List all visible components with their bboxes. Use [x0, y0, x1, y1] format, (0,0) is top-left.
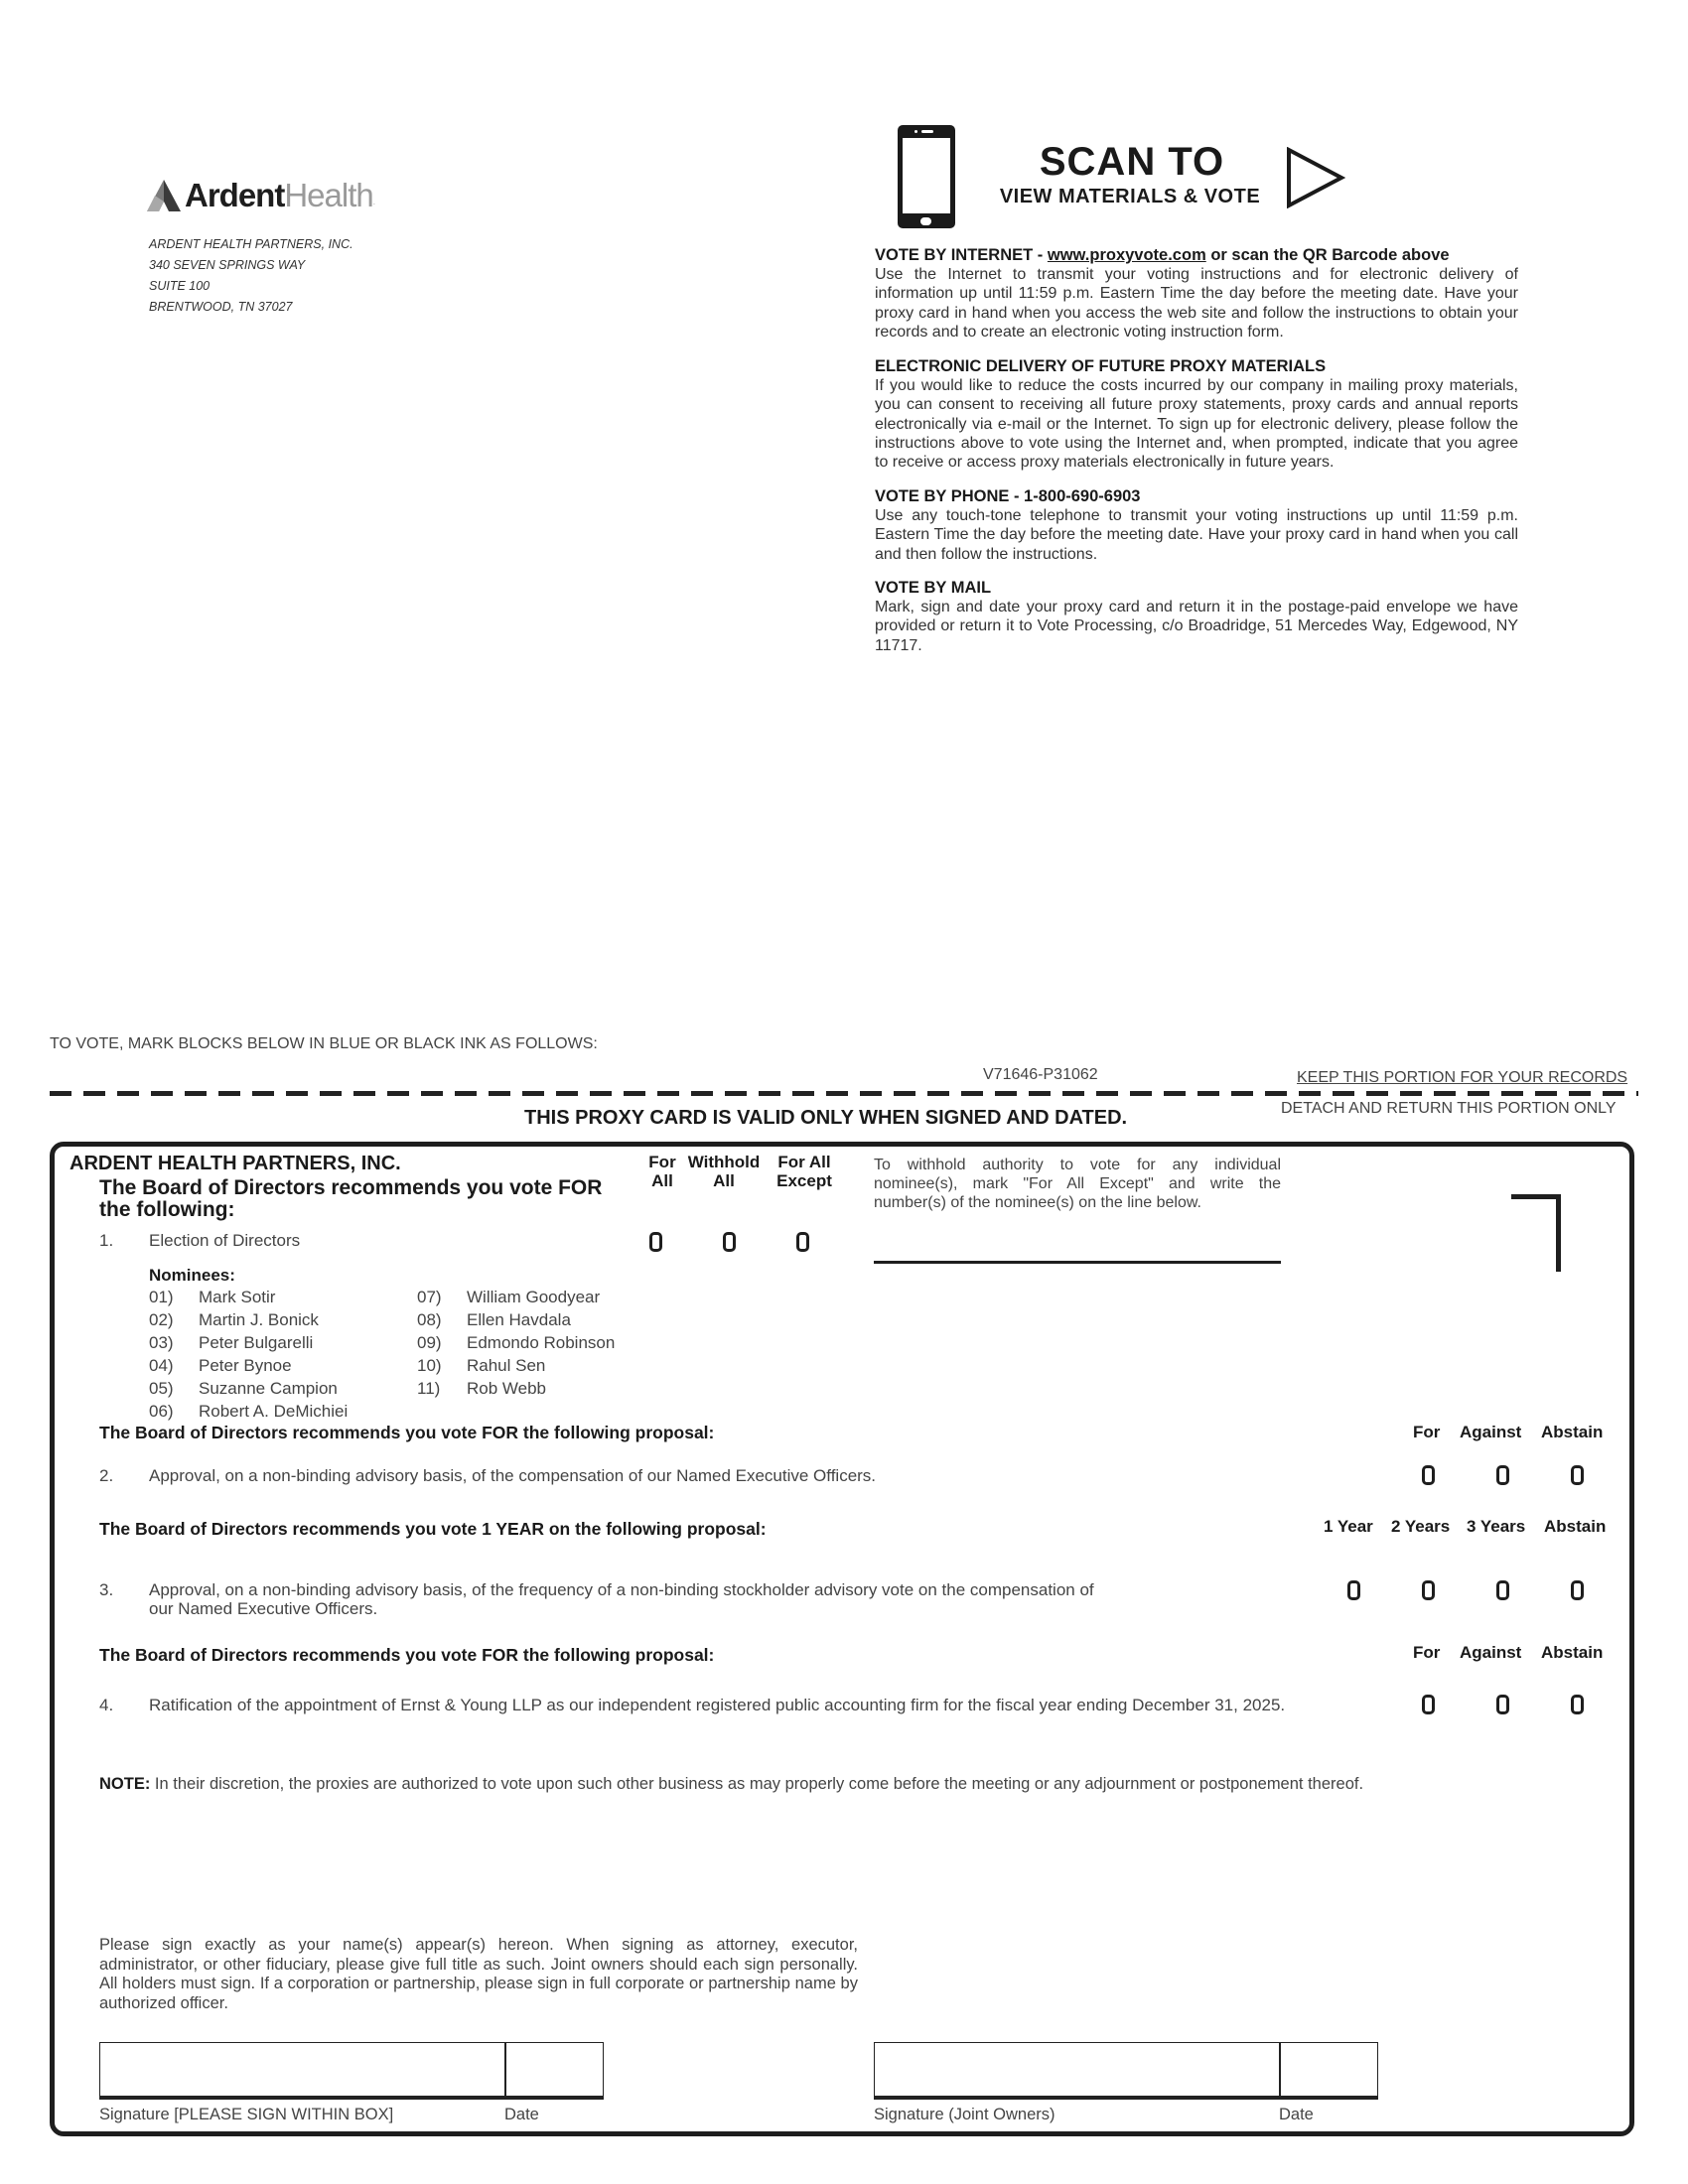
nominees-column-1 [149, 1286, 348, 1423]
withhold-instruction: To withhold authority to vote for any individual nominee(s), mark "For All Except" and write the number(s) of the nominee(s) on the line below. [874, 1157, 1281, 1211]
logo-trademark: . [372, 198, 375, 206]
signing-instructions: Please sign exactly as your name(s) appear(s) hereon. When signing as attorney, executor, administrator, or other fiduciary, please give full title as such. Joint owners should each sign personally. All holders must sign. If a corporation or partnership, please sign in full corporate or partnership name by authorized officer. [99, 1936, 858, 2012]
vote-by-mail-section [875, 579, 1518, 655]
ardent-health-logo [147, 177, 375, 214]
proposal-2-recommendation: The Board of Directors recommends you vote FOR the following proposal: [99, 1423, 715, 1442]
joint-date-label: Date [1279, 2106, 1314, 2123]
directors-recommendation: The Board of Directors recommends you vote FOR the following: [99, 1176, 603, 1221]
for-all-except-checkbox[interactable] [796, 1232, 809, 1252]
vote-by-internet-body: Use the Internet to transmit your voting instructions and for electronic delivery of information up until 11:59 p.m. Eastern Time the day before the meeting date. Have your proxy card in hand when you access the web site and follow the instructions to obtain your records and to create an electronic voting instruction form. [875, 266, 1518, 341]
item-4-number: 4. [99, 1696, 114, 1714]
proxyvote-link[interactable]: www.proxyvote.com [1047, 246, 1206, 264]
control-number: V71646-P31062 [983, 1066, 1098, 1083]
address-line: ARDENT HEALTH PARTNERS, INC. [149, 237, 353, 251]
signature-box[interactable] [99, 2042, 506, 2100]
header-withhold-all: Withhold All [687, 1153, 761, 1190]
address-line: BRENTWOOD, TN 37027 [149, 300, 293, 314]
nominee-item: 09) Edmondo Robinson [417, 1333, 616, 1352]
electronic-delivery-section [875, 357, 1518, 472]
ardent-logo-mark-icon [147, 180, 181, 211]
electronic-delivery-heading: ELECTRONIC DELIVERY OF FUTURE PROXY MATERIALS [875, 357, 1327, 375]
item-2-number: 2. [99, 1466, 114, 1485]
nominee-item: 08) Ellen Havdala [417, 1310, 571, 1329]
header-1-year: 1 Year [1324, 1517, 1373, 1536]
item-3-text: Approval, on a non-binding advisory basis, of the frequency of a non-binding stockholder advisory vote on the compensation of our Named Executive Officers. [149, 1580, 1094, 1618]
keep-portion-label: KEEP THIS PORTION FOR YOUR RECORDS [1297, 1069, 1628, 1086]
nominee-item: 11) Rob Webb [417, 1379, 547, 1398]
vote-by-phone-heading: VOTE BY PHONE - 1-800-690-6903 [875, 487, 1141, 505]
scan-subtitle: VIEW MATERIALS & VOTE [999, 186, 1261, 207]
item-2-abstain-checkbox[interactable] [1571, 1465, 1584, 1485]
company-address [149, 234, 353, 318]
vote-by-mail-heading: VOTE BY MAIL [875, 579, 992, 597]
nominee-item: 03) Peter Bulgarelli [149, 1333, 314, 1352]
detach-return-label: DETACH AND RETURN THIS PORTION ONLY [1281, 1100, 1617, 1117]
proposal-4-recommendation: The Board of Directors recommends you vote FOR the following proposal: [99, 1645, 715, 1665]
nominee-item: 06) Robert A. DeMichiei [149, 1402, 349, 1421]
nominee-item: 07) William Goodyear [417, 1288, 601, 1306]
item-3-abstain-checkbox[interactable] [1571, 1580, 1584, 1600]
nominees-label: Nominees: [149, 1266, 235, 1285]
vote-by-internet-section [875, 246, 1518, 341]
card-company-name: ARDENT HEALTH PARTNERS, INC. [70, 1153, 401, 1174]
header-for: For [1413, 1643, 1441, 1662]
header-abstain: Abstain [1541, 1423, 1604, 1441]
vote-by-phone-body: Use any touch-tone telephone to transmit your voting instructions up until 11:59 p.m. Eastern Time the day before the meeting date. Have your proxy card in hand when you call and then follow the instructions. [875, 507, 1518, 563]
item-3-number: 3. [99, 1580, 114, 1599]
joint-signature-label: Signature (Joint Owners) [874, 2106, 1055, 2123]
item-2-text: Approval, on a non-binding advisory basis, of the compensation of our Named Executive Officers. [149, 1466, 877, 1485]
logo-text-health: Health [284, 177, 373, 213]
detach-dashed-line [50, 1091, 1638, 1096]
header-for: For [1413, 1423, 1441, 1441]
nominee-item: 04) Peter Bynoe [149, 1356, 292, 1375]
withhold-all-checkbox[interactable] [723, 1232, 736, 1252]
item-4-against-checkbox[interactable] [1496, 1695, 1509, 1714]
item-4-for-checkbox[interactable] [1422, 1695, 1435, 1714]
header-for-all-except: For All Except [776, 1153, 832, 1190]
scan-title: SCAN TO [1039, 140, 1225, 184]
item-2-against-checkbox[interactable] [1496, 1465, 1509, 1485]
item-3-2-years-checkbox[interactable] [1422, 1580, 1435, 1600]
discretion-note: NOTE: In their discretion, the proxies are authorized to vote upon such other business as may properly come before the meeting or any adjournment or postponement thereof. [99, 1775, 1364, 1793]
header-abstain: Abstain [1541, 1643, 1604, 1662]
valid-notice: THIS PROXY CARD IS VALID ONLY WHEN SIGNED AND DATED. [524, 1107, 1128, 1129]
logo-text-ardent: Ardent [185, 177, 285, 213]
header-abstain-frequency: Abstain [1544, 1517, 1607, 1536]
note-label: NOTE: [99, 1775, 151, 1793]
header-for-all: For All [648, 1153, 676, 1190]
address-line: 340 SEVEN SPRINGS WAY [149, 258, 306, 272]
header-against: Against [1460, 1423, 1522, 1441]
mark-instruction: TO VOTE, MARK BLOCKS BELOW IN BLUE OR BLACK INK AS FOLLOWS: [50, 1035, 598, 1052]
item-1-number: 1. [99, 1231, 114, 1250]
item-3-1-year-checkbox[interactable] [1347, 1580, 1360, 1600]
header-3-years: 3 Years [1467, 1517, 1526, 1536]
address-line: SUITE 100 [149, 279, 211, 293]
nominee-item: 10) Rahul Sen [417, 1356, 546, 1375]
date-label: Date [504, 2106, 539, 2123]
joint-signature-box[interactable] [874, 2042, 1281, 2100]
registration-corner-mark [1511, 1194, 1561, 1272]
vote-by-phone-section [875, 487, 1518, 564]
play-arrow-icon [1286, 147, 1345, 208]
for-all-checkbox[interactable] [649, 1232, 662, 1252]
nominees-column-2 [417, 1286, 615, 1400]
for-all-except-nominee-line[interactable] [874, 1261, 1281, 1264]
vote-by-internet-heading: VOTE BY INTERNET - www.proxyvote.com or scan the QR Barcode above [875, 246, 1450, 264]
vote-by-mail-body: Mark, sign and date your proxy card and return it in the postage-paid envelope we have provided or return it to Vote Processing, c/o Broadridge, 51 Mercedes Way, Edgewood, NY 11717. [875, 599, 1518, 654]
item-4-text: Ratification of the appointment of Ernst & Young LLP as our independent registered public accounting firm for the fiscal year ending December 31, 2025. [149, 1696, 1286, 1714]
header-against: Against [1460, 1643, 1522, 1662]
signature-label: Signature [PLEASE SIGN WITHIN BOX] [99, 2106, 394, 2123]
proposal-3-recommendation: The Board of Directors recommends you vote 1 YEAR on the following proposal: [99, 1519, 767, 1539]
electronic-delivery-body: If you would like to reduce the costs incurred by our company in mailing proxy materials, you can consent to receiving all future proxy statements, proxy cards and annual reports electronically via e-mail or the Internet. To sign up for electronic delivery, please follow the instructions above to vote using the Internet and, when prompted, indicate that you agree to receive or access proxy materials electronically in future years. [875, 377, 1518, 472]
item-2-for-checkbox[interactable] [1422, 1465, 1435, 1485]
item-3-3-years-checkbox[interactable] [1496, 1580, 1509, 1600]
nominee-item: 02) Martin J. Bonick [149, 1310, 319, 1329]
joint-date-box[interactable] [1279, 2042, 1378, 2100]
nominee-item: 01) Mark Sotir [149, 1288, 276, 1306]
item-1-text: Election of Directors [149, 1231, 301, 1250]
header-2-years: 2 Years [1391, 1517, 1451, 1536]
item-4-abstain-checkbox[interactable] [1571, 1695, 1584, 1714]
nominee-item: 05) Suzanne Campion [149, 1379, 338, 1398]
smartphone-icon [898, 125, 955, 228]
date-box[interactable] [504, 2042, 604, 2100]
